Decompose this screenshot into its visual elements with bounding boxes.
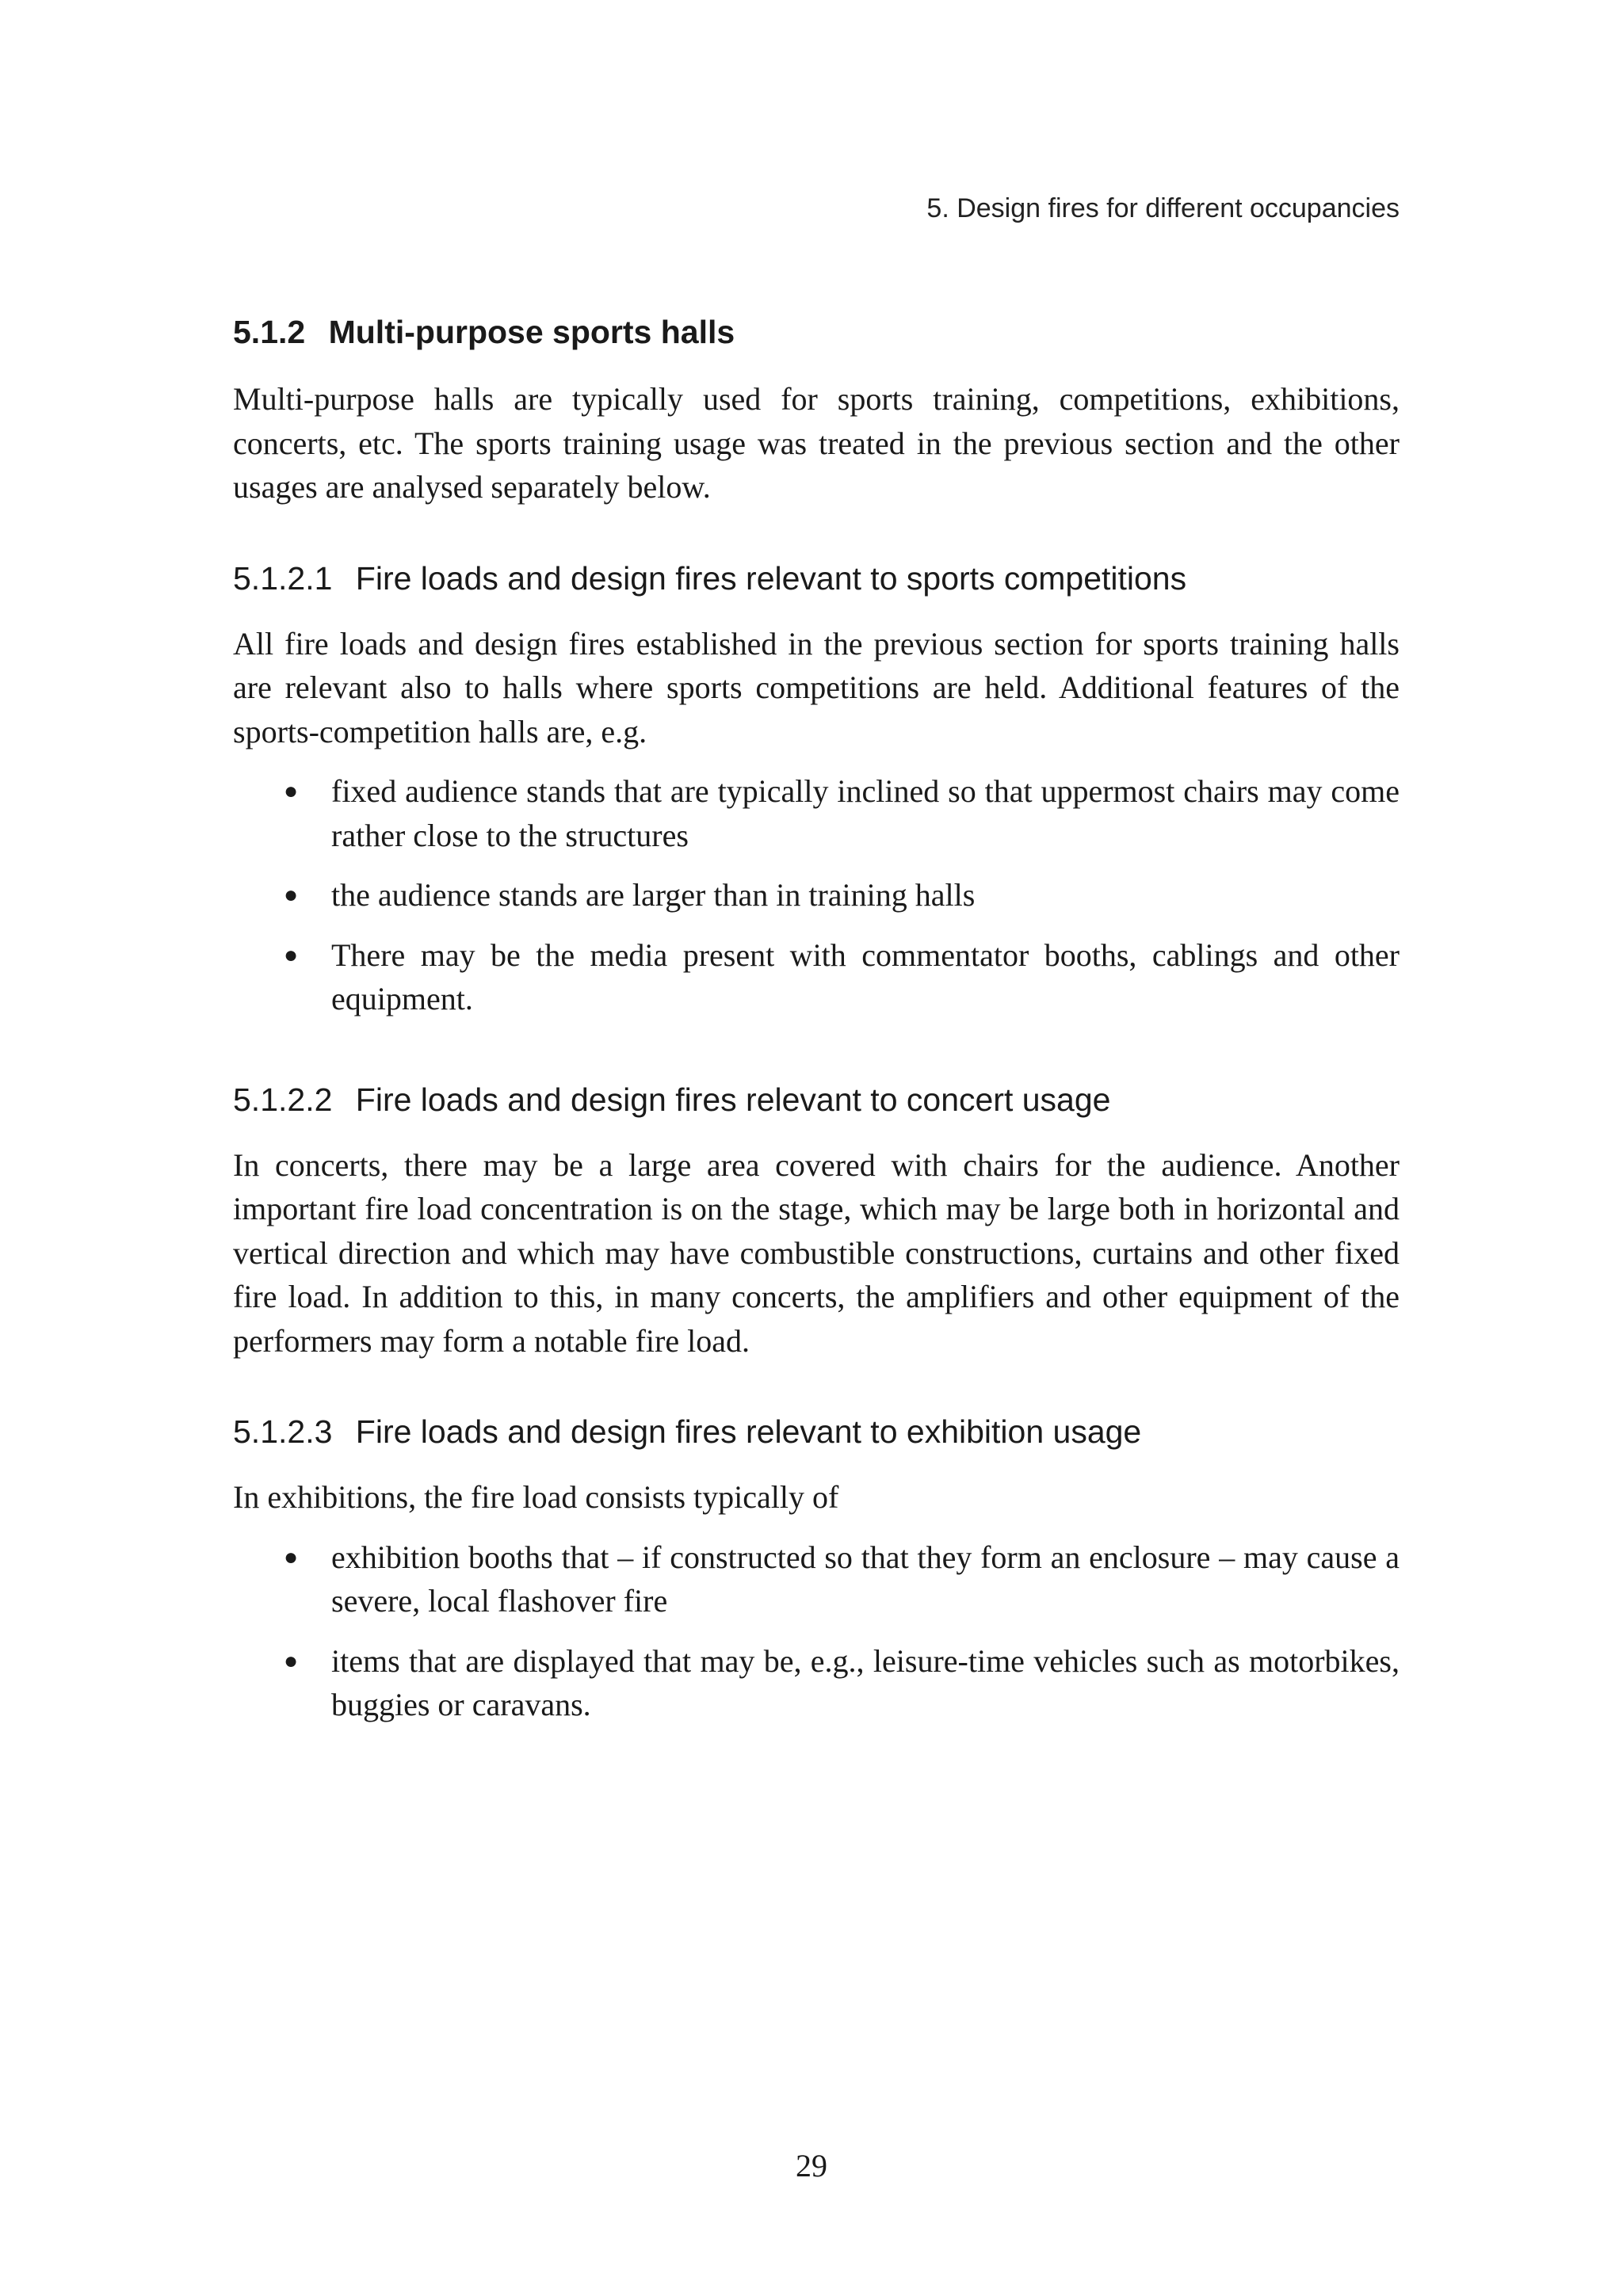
list-item: [233, 1535, 1400, 1623]
bullet-icon: ●: [284, 941, 299, 968]
page-content: [233, 311, 1400, 1743]
subsection-title: Fire loads and design fires relevant to concert usage: [355, 1081, 1111, 1118]
exhibitions-bullet-list: [233, 1535, 1400, 1727]
subsection-title: Fire loads and design fires relevant to sports competitions: [355, 559, 1187, 597]
bullet-icon: ●: [284, 882, 299, 908]
list-item-text: the audience stands are larger than in training halls: [331, 877, 976, 913]
subsection-heading-competitions: [233, 557, 1400, 600]
competitions-paragraph: All fire loads and design fires established in the previous section for sports training halls are relevant also to halls where sports competitions are held. Additional features of the sports-competition halls are, e.g.: [233, 625, 1400, 749]
exhibitions-paragraph: In exhibitions, the fire load consists typically of: [233, 1479, 839, 1515]
bullet-icon: ●: [284, 778, 299, 804]
section-number: 5.1.2: [233, 314, 306, 350]
list-item-text: exhibition booths that – if constructed so that they form an enclosure – may cause a severe, local flashover fire: [331, 1539, 1400, 1619]
bullet-icon: ●: [284, 1543, 299, 1570]
list-item: [233, 1639, 1400, 1727]
competitions-bullet-list: [233, 769, 1400, 1021]
running-header: 5. Design fires for different occupancies: [926, 193, 1400, 223]
list-item: [233, 933, 1400, 1021]
subsection-heading-exhibitions: [233, 1410, 1400, 1453]
bullet-icon: ●: [284, 1647, 299, 1674]
subsection-title: Fire loads and design fires relevant to exhibition usage: [355, 1413, 1142, 1450]
section-title: Multi-purpose sports halls: [328, 314, 735, 350]
list-item-text: fixed audience stands that are typically inclined so that uppermost chairs may come rather close to the structures: [331, 773, 1400, 853]
concerts-paragraph: In concerts, there may be a large area covered with chairs for the audience. Another important fire load concentration is on the stage, which may be large both in horizontal and vertical direction and which may have combustible constructions, curtains and other fixed fire load. In addition to this, in many concerts, the amplifiers and other equipment of the performers may form a notable fire load.: [233, 1146, 1400, 1359]
subsection-number: 5.1.2.3: [233, 1413, 333, 1450]
list-item: [233, 873, 1400, 917]
list-item-text: items that are displayed that may be, e.g., leisure-time vehicles such as motorbikes, buggies or caravans.: [331, 1642, 1400, 1722]
section-heading: [233, 311, 1400, 353]
section-intro-paragraph: Multi-purpose halls are typically used for sports training, competitions, exhibitions, concerts, etc. The sports training usage was treated in the previous section and the other usages are analysed separately below.: [233, 381, 1400, 505]
subsection-heading-concerts: [233, 1078, 1400, 1121]
subsection-number: 5.1.2.2: [233, 1081, 333, 1118]
subsection-number: 5.1.2.1: [233, 559, 333, 597]
page-number: 29: [796, 2148, 827, 2183]
list-item: [233, 769, 1400, 857]
list-item-text: There may be the media present with commentator booths, cablings and other equipment.: [331, 936, 1400, 1016]
